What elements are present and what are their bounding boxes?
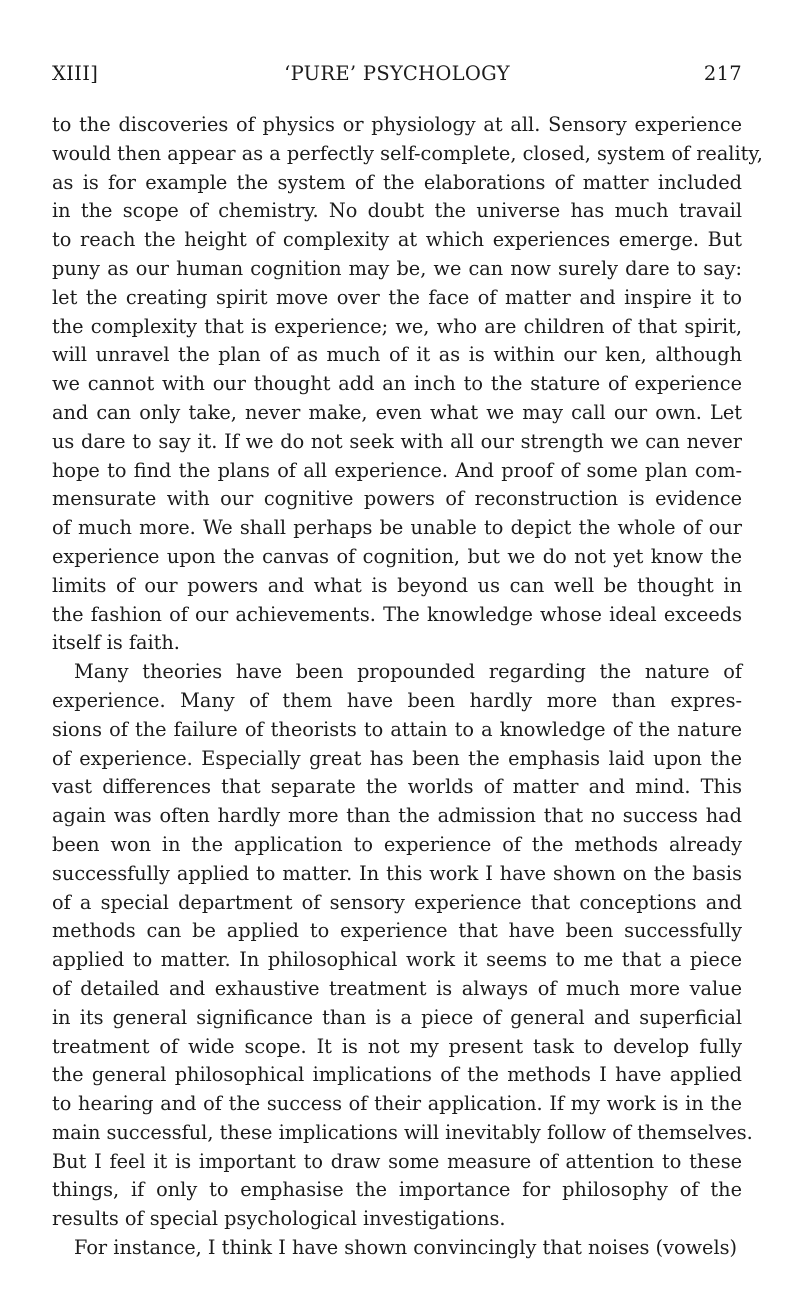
text-line: us dare to say it. If we do not seek with all our strength we can never [52, 429, 742, 453]
text-line: the fashion of our achievements. The knowledge whose ideal exceeds [52, 602, 742, 626]
text-line: results of special psychological investigations. [52, 1207, 506, 1231]
text-line: experience. Many of them have been hardly more than expres- [52, 688, 742, 712]
text-line: we cannot with our thought add an inch to the stature of experience [52, 372, 742, 396]
text-line: let the creating spirit move over the face of matter and inspire it to [52, 285, 742, 309]
text-line: would then appear as a perfectly self-complete, closed, system of reality, [52, 141, 763, 165]
book-page [52, 62, 763, 1263]
text-line: Many theories have been propounded regarding the nature of [74, 660, 742, 684]
text-line: and can only take, never make, even what we may call our own. Let [52, 400, 742, 424]
paragraph [52, 111, 763, 658]
text-line: things, if only to emphasise the importance for philosophy of the [52, 1178, 742, 1202]
text-line: as is for example the system of the elaborations of matter included [52, 170, 742, 194]
text-line: treatment of wide scope. It is not my present task to develop fully [52, 1034, 742, 1058]
paragraph [52, 1234, 742, 1263]
text-line: main successful, these implications will inevitably follow of themselves. [52, 1120, 753, 1144]
text-line: of experience. Especially great has been the emphasis laid upon the [52, 746, 742, 770]
text-line: For instance, I think I have shown convincingly that noises (vowels) [74, 1236, 738, 1260]
text-line: in its general significance than is a piece of general and superficial [52, 1005, 742, 1029]
running-head [52, 62, 742, 92]
text-line: of much more. We shall perhaps be unable to depict the whole of our [52, 516, 742, 540]
text-line: in the scope of chemistry. No doubt the universe has much travail [52, 199, 742, 223]
text-line: vast differences that separate the worlds of matter and mind. This [52, 775, 742, 799]
text-line: sions of the failure of theorists to attain to a knowledge of the nature [52, 717, 742, 741]
text-line: again was often hardly more than the admission that no success had [52, 804, 742, 828]
text-line: hope to find the plans of all experience. And proof of some plan com- [52, 458, 742, 482]
text-line: methods can be applied to experience that have been successfully [52, 919, 742, 943]
text-line: to reach the height of complexity at which experiences emerge. But [52, 228, 742, 252]
text-line: the complexity that is experience; we, who are children of that spirit, [52, 314, 742, 338]
text-line: to the discoveries of physics or physiology at all. Sensory experience [52, 113, 742, 136]
text-line: of detailed and exhaustive treatment is always of much more value [52, 976, 742, 1000]
text-line: been won in the application to experience of the methods already [52, 832, 742, 856]
text-line: applied to matter. In philosophical work it seems to me that a piece [52, 948, 742, 972]
text-line: puny as our human cognition may be, we can now surely dare to say: [52, 256, 742, 280]
page-number: 217 [703, 62, 742, 85]
text-line: itself is faith. [52, 631, 180, 655]
paragraph [52, 658, 753, 1234]
text-line: successfully applied to matter. In this work I have shown on the basis [52, 861, 742, 885]
running-title: ‘PURE’ PSYCHOLOGY [284, 62, 510, 85]
text-line: will unravel the plan of as much of it as is within our ken, although [52, 343, 742, 367]
text-line: of a special department of sensory experience that conceptions and [52, 890, 742, 914]
text-line: the general philosophical implications of the methods I have applied [52, 1063, 742, 1087]
text-line: limits of our powers and what is beyond us can well be thought in [52, 573, 742, 597]
text-line: experience upon the canvas of cognition, but we do not yet know the [52, 544, 742, 568]
text-line: mensurate with our cognitive powers of reconstruction is evidence [52, 487, 742, 511]
text-line: to hearing and of the success of their application. If my work is in the [52, 1092, 742, 1116]
text-line: But I feel it is important to draw some measure of attention to these [52, 1149, 742, 1173]
body-text [52, 111, 763, 1263]
chapter-number: XIII] [52, 62, 99, 85]
